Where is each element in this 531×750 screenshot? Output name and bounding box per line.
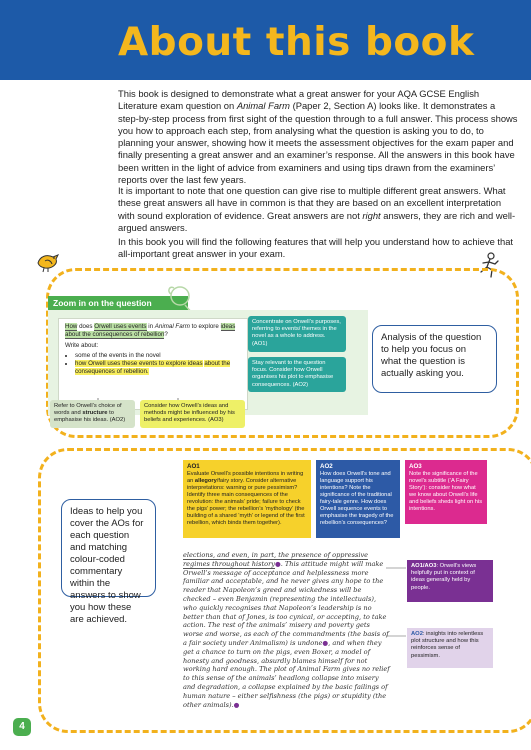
intro-p1-text-b: (Paper 2, Section A) looks like. It demonstrates a step-by-step process from first sight of the question through to a full answer. This process shows you how to approach each step, from analysing what the question is asking you to do, to planning your answer, showing how it meets the assessment objectives for the exam paper and finally presenting a great answer and an examiner’s response. All the answers in this book have been written in the light of advice from examiners and using tips drawn from the examiners’ reports over the last few years. (118, 100, 518, 186)
question-text: to explore (189, 323, 219, 330)
ao1-bold: allegory (194, 478, 217, 484)
intro-paragraph-2 (118, 185, 518, 234)
question-how: How (65, 323, 78, 330)
question-text: ? (164, 331, 168, 339)
side-note-ao2 (407, 628, 493, 668)
intro-p2-text-b: answers, they are rich and well-argued answers. (118, 209, 516, 233)
side-note-text: : insights into relentless plot structure and how this reinforces sense of pessimism. (411, 631, 484, 659)
side-note-text: : Orwell’s views helpfully put in context of ideas generally held by people. (411, 563, 477, 591)
intro-p2-text-a: It is important to note that one question can give rise to multiple different great answers. What these great answers all have in common is that they are based on an excellent interpretation with sound exploration of evidence. Great answers are not (118, 185, 506, 221)
sample-answer-text (183, 551, 391, 709)
answer-segment: elections, and even, in part, the presence of oppressive regimes throughout history (183, 551, 369, 568)
intro-paragraph-3: In this book you will find the following features that will help you understand how to achieve that all-important great answer in your exam. (118, 236, 514, 260)
ao3-title: AO3 (409, 463, 422, 470)
question-title: Animal Farm (154, 323, 190, 330)
bullet-highlight: about the consequences of rebellion. (75, 360, 231, 376)
ao1-text (187, 471, 307, 527)
ao1-text-a: Evaluate Orwell’s possible intentions in writing an (187, 471, 304, 484)
answer-segment: . (231, 700, 234, 709)
side-note-ao1-ao3 (407, 560, 493, 602)
question-ideas: ideas about the consequences of rebellion (65, 323, 236, 339)
annotation-refer-text: to emphasise his ideas. (AO2) (54, 410, 126, 424)
ao1-title: AO1 (187, 463, 200, 470)
ao2-box (316, 460, 400, 538)
question-text: in (146, 323, 155, 330)
zoom-header: Zoom in on the question (48, 296, 188, 310)
intro-paragraph-1 (118, 88, 518, 186)
annotation-refer (50, 400, 135, 428)
intro-p2-emphasis: right (362, 209, 381, 221)
page-number: 4 (13, 718, 31, 736)
question-focus: Orwell uses events (94, 323, 147, 330)
write-about-label: Write about: (65, 341, 99, 349)
answer-segment: . This attitude might will make Orwell’s message of acceptance and helplessness more familiar and acceptable, and he never gives any hope to the reader that Napoleon’s greed and wickedness will be checked – even Benjamin (representing the intellectuals), who quickly recognises that Napoleon’s leadership is no better than that of Jones, is too cynical, or accepting, to take action. The rest of the animals’ misery and poverty gets worse and worse, as each of the commandments (the basis of a fair society under Animalism) is undone (183, 559, 389, 647)
annotation-consider: Consider how Orwell’s ideas and methods might be influenced by his beliefs and experiences. (AO3) (140, 400, 245, 428)
bullet-highlight: how Orwell uses these events to explore ideas (75, 360, 203, 368)
ideas-callout: Ideas to help you cover the AOs for each question and matching colour-coded commentary within the answers to show you how these are achieved. (61, 499, 156, 597)
ao2-title: AO2 (320, 463, 333, 470)
marker-dot: ● (322, 638, 329, 647)
analysis-callout: Analysis of the question to help you focus on what the question is actually asking you. (372, 325, 497, 393)
answer-title: Animal Farm (297, 665, 341, 674)
answer-segment: gives no relief to this sense of the animals’ headlong collapse into misery and degradation, a collapse explained by the basic failings of human nature – either selfishness (the pigs) or stupidity (the other animals) (183, 665, 390, 709)
ao2-text: How does Orwell’s tone and language support his intentions? Note the significance of the traditional fairy-tale genre. How does Orwell sequence events to emphasise the tragedy of the rebellion’s consequences? (320, 471, 394, 526)
side-note-leaders (386, 560, 406, 640)
list-item: • some of the events in the novel (75, 352, 241, 360)
marker-dot: ● (274, 559, 281, 568)
annotation-refer-bold: structure (82, 410, 108, 417)
ao3-box (405, 460, 487, 524)
answer-segment: , and when they get a chance to turn on the pigs, even Boxer, a model of honesty and goodness, absurdly blames himself for not working hard enough. The plot of (183, 638, 382, 674)
side-note-label: AO1/AO3 (411, 563, 437, 569)
ao1-box (183, 460, 311, 538)
annotation-concentrate: Concentrate on Orwell’s purposes, referring to events/ themes in the novel as a whole to address. (AO1) (248, 316, 346, 352)
ao1-text-c: /fairy story. Consider alternative interpretations: warning or pure pessimism? Identify three main consequences of the revolution: the animals’ pride; failure to check the pigs’ power; the rebellion’s ‘mythology’ (the building of a shared ‘myth’ or legend of the first rebellion, which binds them together). (187, 478, 305, 526)
ao3-text: Note the significance of the novel’s subtitle (‘A Fairy Story’): consider how what we know about Orwell’s life and beliefs sheds light on his intentions. (409, 471, 483, 512)
annotation-stay-relevant: Stay relevant to the question focus. Consider how Orwell organises his plot to emphasise consequences. (AO2) (248, 357, 346, 392)
side-note-label: AO2 (411, 631, 423, 637)
intro-p1-text-a: This book is designed to demonstrate what a great answer for your AQA GCSE English Literature exam question on (118, 88, 480, 112)
page-title: About this book (118, 20, 475, 65)
question-text: does (77, 323, 95, 330)
intro-p1-title: Animal Farm (236, 100, 290, 112)
bird-icon (34, 249, 64, 273)
marker-dot: ● (233, 700, 240, 709)
annotation-refer-text: Refer to Orwell’s choice of words and (54, 403, 122, 417)
